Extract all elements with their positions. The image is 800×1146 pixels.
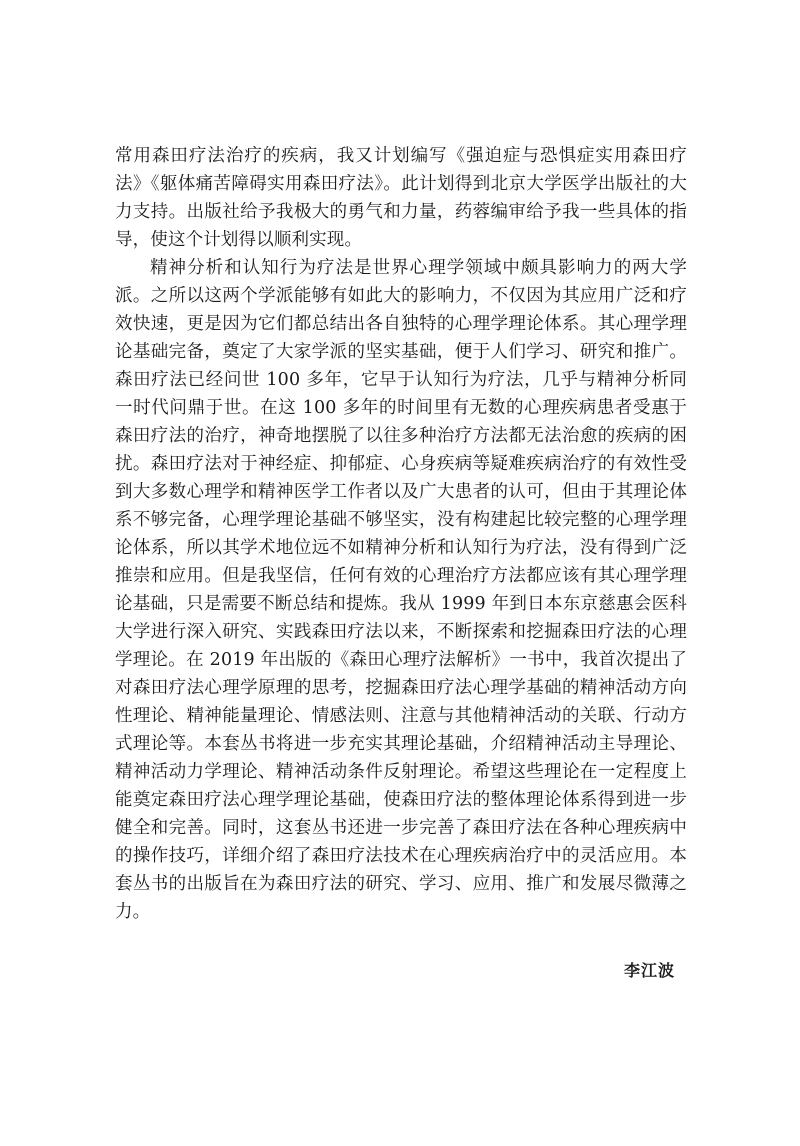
document-body (115, 142, 687, 926)
author-signature: 李江波 (623, 961, 675, 980)
paragraph-continuation: 常用森田疗法治疗的疾病，我又计划编写《强迫症与恐惧症实用森田疗法》《躯体痛苦障碍实用森田疗法》。此计划得到北京大学医学出版社的大力支持。出版社给予我极大的勇气和力量，药蓉编审给予我一些具体的指导，使这个计划得以顺利实现。 (115, 146, 687, 250)
paragraph-main: 精神分析和认知行为疗法是世界心理学领域中颇具影响力的两大学派。之所以这两个学派能够有如此大的影响力，不仅因为其应用广泛和疗效快速，更是因为它们都总结出各自独特的心理学理论体系。其心理学理论基础完备，奠定了大家学派的坚实基础，便于人们学习、研究和推广。森田疗法已经问世 100 多年，它早于认知行为疗法，几乎与精神分析同一时代问鼎于世。在这 100 多年的时间里有无数的心理疾病患者受惠于森田疗法的治疗，神奇地摆脱了以往多种治疗方法都无法治愈的疾病的困扰。森田疗法对于神经症、抑郁症、心身疾病等疑难疾病治疗的有效性受到大多数心理学和精神医学工作者以及广大患者的认可，但由于其理论体系不够完备，心理学理论基础不够坚实，没有构建起比较完整的心理学理论体系，所以其学术地位远不如精神分析和认知行为疗法，没有得到广泛推崇和应用。但是我坚信，任何有效的心理治疗方法都应该有其心理学理论基础，只是需要不断总结和提炼。我从 1999 年到日本东京慈惠会医科大学进行深入研究、实践森田疗法以来，不断探索和挖掘森田疗法的心理学理论。在 2019 年出版的《森田心理疗法解析》一书中，我首次提出了对森田疗法心理学原理的思考，挖掘森田疗法心理学基础的精神活动方向性理论、精神能量理论、情感法则、注意与其他精神活动的关联、行动方式理论等。本套丛书将进一步充实其理论基础，介绍精神活动主导理论、精神活动力学理论、精神活动条件反射理论。希望这些理论在一定程度上能奠定森田疗法心理学理论基础，使森田疗法的整体理论体系得到进一步健全和完善。同时，这套丛书还进一步完善了森田疗法在各种心理疾病中的操作技巧，详细介绍了森田疗法技术在心理疾病治疗中的灵活应用。本套丛书的出版旨在为森田疗法的研究、学习、应用、推广和发展尽微薄之力。 (115, 258, 687, 922)
